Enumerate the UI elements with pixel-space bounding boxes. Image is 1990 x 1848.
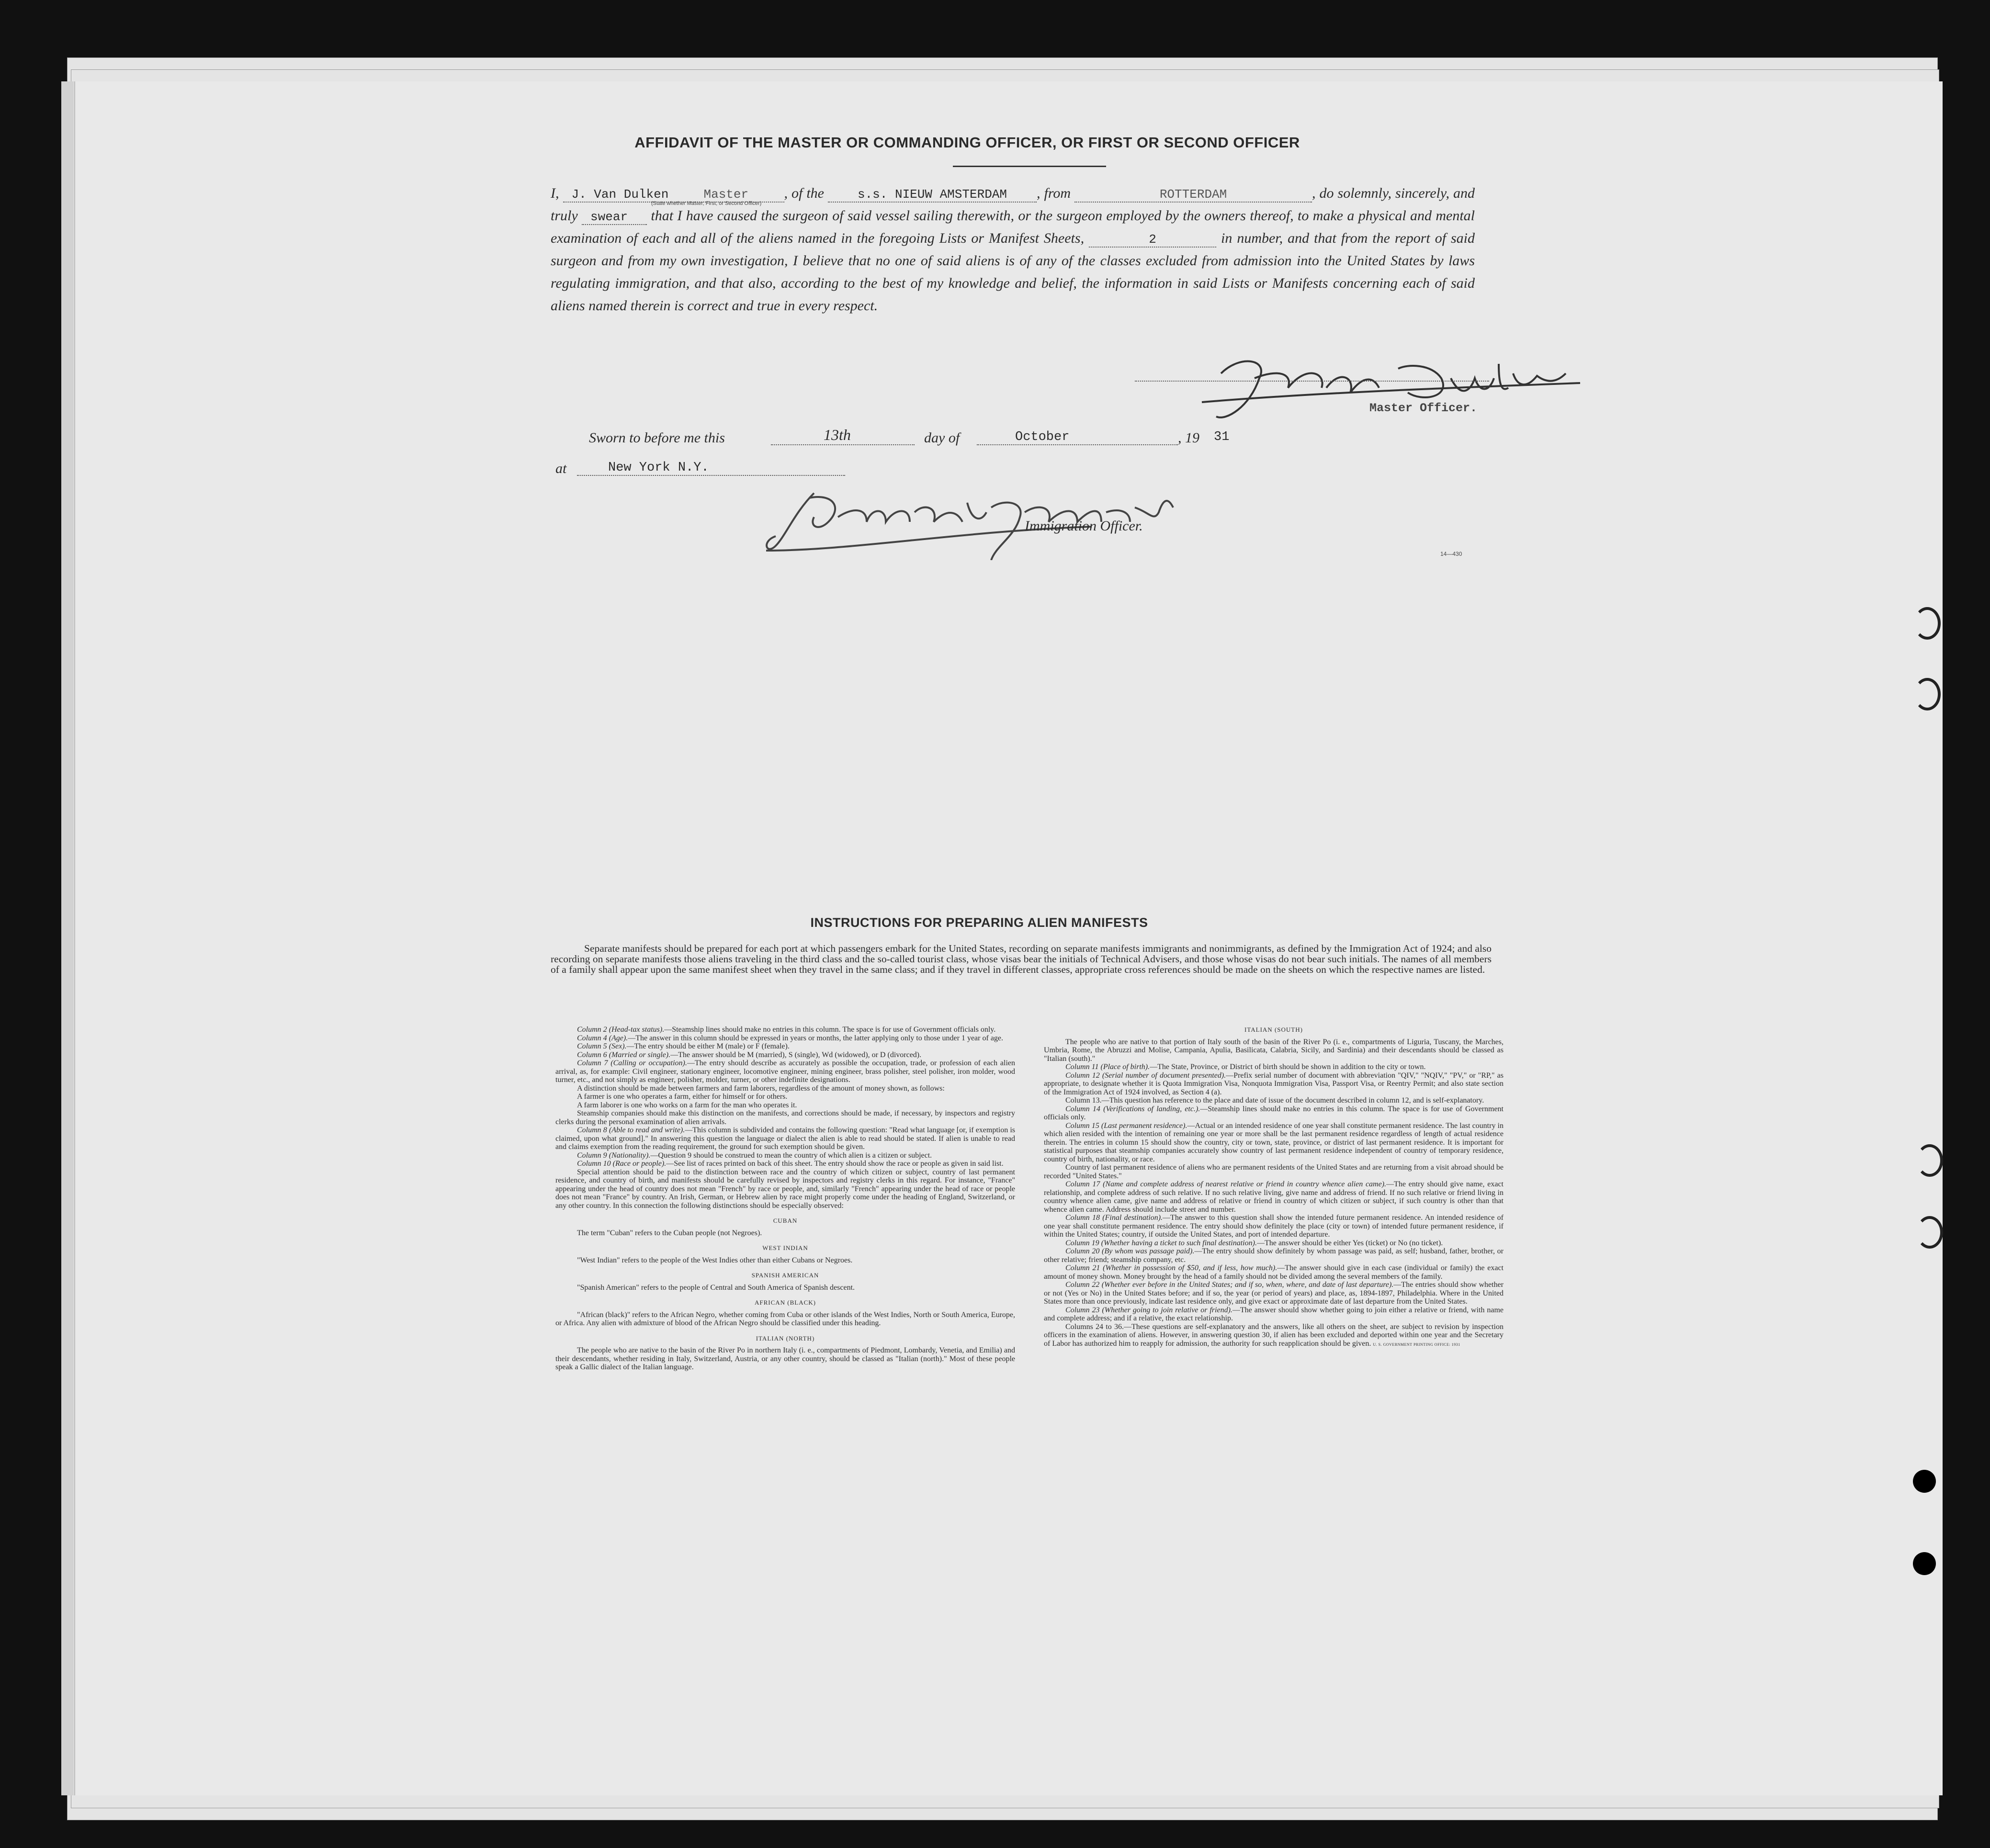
printer-imprint: U. S. GOVERNMENT PRINTING OFFICE: 1931 — [1373, 1342, 1460, 1347]
day-of-label: day of — [924, 430, 960, 446]
column-5-note: Column 5 (Sex).—The entry should be either M (male) or F (female). — [577, 1042, 790, 1050]
master-title: Master Officer. — [1369, 401, 1478, 415]
binding-hole — [1913, 1552, 1936, 1575]
farm-distinction: A distinction should be made between farmers and farm laborers, regardless of the amount of money shown, as follows: — [577, 1084, 945, 1093]
binding-hole — [1916, 1216, 1943, 1249]
sheet-count: 2 — [1089, 232, 1216, 248]
heading-italian-south: ITALIAN (SOUTH) — [1244, 1026, 1303, 1033]
column-18-note: Column 18 (Final destination).—The answer to this question shall show the intended future permanent residence. An intended residence of one year shall constitute permanent residence. The entry should show definitely the place (city or town) of intended future permanent residence, if within the United States; country, if outside the United States, and port of intended departure. — [1044, 1214, 1504, 1239]
title-rule — [953, 166, 1106, 167]
column-21-note: Column 21 (Whether in possession of $50, and if less, how much).—The answer should give in each case (individual or family) the exact amount of money shown. Money brought by the head of a family should not be divided among the several members of the family. — [1044, 1264, 1504, 1281]
column-11-note: Column 11 (Place of birth).—The State, Province, or District of birth should be shown in addition to the city or town. — [1065, 1063, 1426, 1071]
spanish-american-definition: "Spanish American" refers to the people of Central and South America of Spanish descent. — [577, 1283, 855, 1292]
column-17-note: Column 17 (Name and complete address of nearest relative or friend in country whence alien came).—The entry should give name, exact relationship, and complete address of such relative. If no such relative living, give name and address of friend. If no such relative or friend living in country whence alien came, give name and address of relative or friend in country of which citizen or subject, if such country is other than that whence alien came. Address should include street and number. — [1044, 1180, 1504, 1214]
column-22-note: Column 22 (Whether ever before in the United States; and if so, when, where, and date of last departure).—The entries should show whether or not (Yes or No) in the United States before; and if so, the year (or period of years) and place, as, 1894-1897, Philadelphia. Where in the United States more than once previously, indicate last residence only, and give exact or approximate date of last departure from the United States. — [1044, 1281, 1504, 1306]
place-line — [577, 475, 845, 476]
column-15-note: Column 15 (Last permanent residence).—Actual or an intended residence of one year shall constitute permanent residence. The last country in which alien resided with the intention of remaining one year or more shall be the last permanent residence regardless of length of actual residence therein. The entries in column 15 should show the country, city or town, state, province, or district of last permanent residence. It is important for statistical purposes that steamship companies accurately show country of last permanent residence independent of country of temporary residence, country of birth, nationality, or race. — [1044, 1121, 1504, 1163]
columns-24-36-note: Columns 24 to 36.—These questions are self-explanatory and the answers, like all others on the sheet, are subject to revision by inspection officers in the examination of aliens. However, in answering question 30, if alien has been excluded and deported within one year and the Secretary of Labor has authorized him to reapply for admission, the authority for such reapplication should be given. U. S. GOVERNMENT PRINTING OFFICE: 1931 — [1044, 1322, 1504, 1348]
master-signature — [1183, 345, 1594, 431]
rank-hint: (State whether Master, First, or Second Officer) — [651, 201, 762, 206]
steamship-note: Steamship companies should make this distinction on the manifests, and corrections should be made, if necessary, by inspectors and registry clerks during the personal examination of alien arrivals. — [555, 1109, 1015, 1126]
farm-laborer-definition: A farm laborer is one who works on a farm for the man who operates it. — [577, 1101, 797, 1109]
text-do: , do solemnly, sincerely, and truly — [551, 185, 1475, 224]
column-12-note: Column 12 (Serial number of document presented).—Prefix serial number of document with abbreviation "QIV," "NQIV," "PV," or "RP," as appropriate, to designate whether it is Quota Immigration Visa, Nonquota Immigration Visa, Passport Visa, or Reentry Permit; and also state section of the Immigration Act of 1924 involved, as Section 4 (a). — [1044, 1071, 1504, 1096]
instructions-intro: Separate manifests should be prepared for each port at which passengers embark for the United States, recording on separate manifests immigrants and nonimmigrants, as defined by the Immigration Act of 1924; and also recording on separate manifests those aliens traveling in the third class and the so-called tourist class, whose visas bear the initials of Technical Advisers, and those whose visas do not bear such initials. The names of all members of a family shall appear upon the same manifest sheet when they travel in the same class; and if they travel in different classes, appropriate cross references should be made on the sheets on which the respective names are listed. — [551, 943, 1492, 975]
heading-italian-north: ITALIAN (NORTH) — [756, 1334, 815, 1342]
rank-stamp: Master — [695, 187, 784, 203]
column-8-note: Column 8 (Able to read and write).—This column is subdivided and contains the following question: "Read what language [or, if exemption is claimed, upon what ground]." In answering this question the language or dialect the alien is able to read should be stated. If alien is unable to read and claims exemption from the reading requirement, the ground for such exemption should be given. — [555, 1126, 1016, 1151]
binding-hole — [1913, 1470, 1936, 1493]
column-7-note: Column 7 (Calling or occupation).—The entry should describe as accurately as possible the occupation, trade, or profession of each alien arrival, as, for example: Civil engineer, stationary engineer, locomotive engineer, mining engineer, brass polisher, steel polisher, iron molder, wood turner, etc., and not simply as engineer, polisher, molder, turner, or other indefinite designations. — [555, 1059, 1016, 1084]
column-4-note: Column 4 (Age).—The answer in this column should be expressed in years or months, the latter applying only to those under 1 year of age. — [577, 1034, 1004, 1042]
departure-port: ROTTERDAM — [1074, 187, 1312, 203]
oath-word: swear — [582, 210, 647, 225]
sworn-place: New York N.Y. — [608, 461, 709, 475]
instructions-left-column — [555, 1025, 1015, 1372]
italian-north-definition: The people who are native to the basin of the River Po in northern Italy (i. e., compartments of Piedmont, Lombardy, Venetia, and Emilia) and their descendants, whether residing in Italy, Switzerland, Austria, or any other country, should be classed as "Italian (north)." Most of these people speak a Gallic dialect of the Italian language. — [555, 1346, 1015, 1371]
sworn-label: Sworn to before me this — [589, 430, 725, 446]
sworn-year: 31 — [1214, 430, 1230, 444]
instructions-title: INSTRUCTIONS FOR PREPARING ALIEN MANIFESTS — [810, 915, 1148, 930]
column-20-note: Column 20 (By whom was passage paid).—The entry should show definitely by whom passage was paid, as self; husband, father, brother, or other relative; friend; steamship company, etc. — [1044, 1247, 1504, 1264]
heading-african: AFRICAN (BLACK) — [754, 1299, 816, 1306]
text-body-2: in number, and that from the report of said surgeon and from my own investigation, I believe that no one of said aliens is of any of the classes excluded from admission into the United States by laws regulating immigration, and that also, according to the best of my knowledge and belief, the information in said Lists or Manifests concerning each of said aliens named therein is correct and true in every respect. — [551, 230, 1475, 314]
binding-hole — [1914, 607, 1941, 640]
officer-title: Immigration Officer. — [1025, 518, 1143, 534]
manifest-page — [74, 81, 1943, 1795]
text-from: , from — [1036, 185, 1071, 201]
cuban-definition: The term "Cuban" refers to the Cuban people (not Negroes). — [577, 1228, 762, 1237]
binding-edge — [61, 81, 74, 1795]
column-2-note: Column 2 (Head-tax status).—Steamship lines should make no entries in this column. The space is for use of Government officials only. — [577, 1025, 996, 1034]
text-i: I, — [551, 185, 559, 201]
text-body-1: that I have caused the surgeon of said vessel sailing therewith, or the surgeon employed by the owners thereof, to make a physical and mental examination of each and all of the aliens named in the foregoing Lists or Manifest Sheets, — [551, 208, 1475, 246]
vessel-name: s.s. NIEUW AMSTERDAM — [828, 187, 1037, 203]
column-6-note: Column 6 (Married or single).—The answer should be M (married), S (single), Wd (widowed), or D (divorced). — [577, 1050, 922, 1059]
year-prefix: , 19 — [1178, 430, 1199, 446]
column-9-note: Column 9 (Nationality).—Question 9 should be construed to mean the country of which alien is a citizen or subject. — [577, 1151, 932, 1160]
sworn-day: 13th — [824, 426, 851, 443]
master-name: J. Van Dulken — [563, 187, 695, 203]
column-10-note: Column 10 (Race or people).—See list of races printed on back of this sheet. The entry should show the race or people as given in said list. — [577, 1160, 1004, 1168]
master-signature-line — [1135, 381, 1489, 382]
at-label: at — [555, 461, 567, 476]
text-of-the: , of the — [784, 185, 824, 201]
binding-hole — [1916, 1144, 1943, 1177]
affidavit-title: AFFIDAVIT OF THE MASTER OR COMMANDING OFFICER, OR FIRST OR SECOND OFFICER — [634, 134, 1300, 151]
day-line — [771, 444, 915, 445]
column-14-note: Column 14 (Verifications of landing, etc.).—Steamship lines should make no entries in this column. The space is for use of Government officials only. — [1044, 1104, 1504, 1121]
column-23-note: Column 23 (Whether going to join relative or friend).—The answer should show whether going to join either a relative or friend, with name and complete address; and if a relative, the exact relationship. — [1044, 1306, 1504, 1322]
heading-spanish-american: SPANISH AMERICAN — [751, 1272, 819, 1279]
italian-south-definition: The people who are native to that portion of Italy south of the basin of the River Po (i. e., compartments of Liguria, Tuscany, the Marches, Umbria, Rome, the Abruzzi and Molise, Campania, Apulia, Basilicata, Calabria, Sicily, and Sardinia) and their descendants should be classed as "Italian (south)." — [1044, 1037, 1504, 1063]
column-13-note: Column 13.—This question has reference to the place and date of issue of the document described in column 12, and is self-explanatory. — [1065, 1096, 1484, 1104]
heading-cuban: CUBAN — [773, 1217, 798, 1224]
month-line — [977, 444, 1178, 445]
farmer-definition: A farmer is one who operates a farm, either for himself or for others. — [577, 1093, 788, 1101]
african-definition: "African (black)" refers to the African Negro, whether coming from Cuba or other islands of the West Indies, North or South America, Europe, or Africa. Any alien with admixture of blood of the African Negro should be classified under this heading. — [555, 1310, 1015, 1327]
instructions-right-column — [1044, 1025, 1504, 1349]
west-indian-definition: "West Indian" refers to the people of the West Indies other than either Cubans or Negroes. — [577, 1256, 853, 1264]
returning-residents-note: Country of last permanent residence of aliens who are permanent residents of the United States and are returning from a visit abroad should be recorded "United States." — [1044, 1163, 1504, 1180]
binding-hole — [1914, 678, 1941, 710]
sworn-month: October — [1015, 430, 1070, 444]
heading-west-indian: WEST INDIAN — [762, 1244, 808, 1251]
special-attention-note: Special attention should be paid to the distinction between race and the country of which citizen or subject, country of last permanent residence, and country of birth, and manifests should be carefully revised by inspectors and registry clerks in this regard. For instance, "France" appearing under the head of country does not mean "French" by race or people, and, similarly "French" appearing under the head of race or people does not mean "France" by country. An Irish, German, or Hebrew alien by race might properly come under the heading of England, Switzerland, or any other country. In this connection the following distinctions should be especially observed: — [555, 1168, 1015, 1210]
column-19-note: Column 19 (Whether having a ticket to such final destination).—The answer should be either Yes (ticket) or No (no ticket). — [1065, 1239, 1443, 1247]
form-number: 14—430 — [1440, 551, 1462, 557]
